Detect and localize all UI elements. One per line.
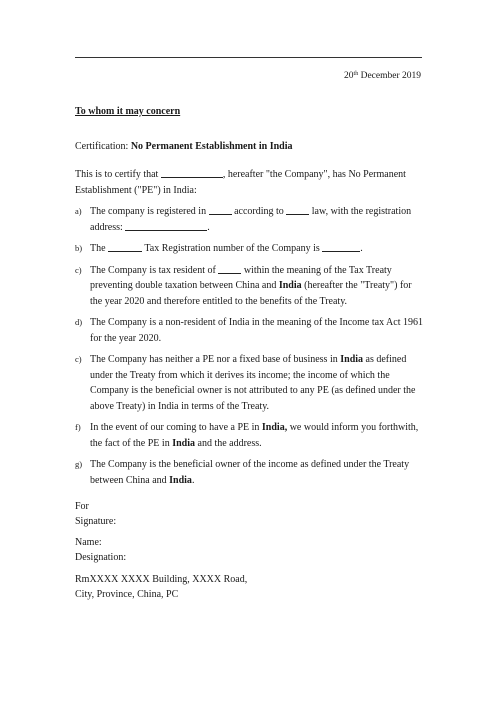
signature-block xyxy=(75,500,116,529)
header-rule xyxy=(75,57,422,58)
list-item-a: a) The company is registered in according to law, with the registration address: . xyxy=(75,206,412,233)
salutation: To whom it may concern xyxy=(75,106,181,117)
country-blank xyxy=(108,242,142,252)
list-item-b: b) The Tax Registration number of the Company is . xyxy=(75,243,363,254)
list-item-e: c) The Company has neither a PE nor a fixed base of business in India as defined under the Treaty from which it derives its income; the income of which the Company is the beneficial owner is not attributed to any PE (as defined under the above Treaty) in India in terms of the Treaty. xyxy=(75,354,416,412)
country-blank xyxy=(209,205,232,215)
list-item-g: g) The Company is the beneficial owner of the income as defined under the Treaty between China and India. xyxy=(75,459,410,486)
address-blank xyxy=(125,221,207,231)
intro-paragraph: This is to certify that , hereafter "the Company", has No Permanent Establishment ("PE") in India: xyxy=(75,169,406,196)
name-block xyxy=(75,536,126,565)
list-item-c: c) The Company is tax resident of within the meaning of the Tax Treaty preventing double taxation between China and India (hereafter the "Treaty") for the year 2020 and therefore entitled to the benefits of the Treaty. xyxy=(75,264,412,307)
address-line-1: RmXXXX XXXX Building, XXXX Road, xyxy=(75,574,248,585)
certification-list xyxy=(75,204,423,494)
address-block xyxy=(75,573,247,602)
list-item-d: d) The Company is a non-resident of India in the meaning of the Income tax Act 1961 for the year 2020. xyxy=(75,317,423,344)
letter-date: 20th December 2019 xyxy=(344,71,421,81)
signature-label: Signature: xyxy=(75,515,117,527)
law-blank xyxy=(286,205,309,215)
certification-heading: Certification: No Permanent Establishment in India xyxy=(75,141,293,152)
tax-number-blank xyxy=(322,242,360,252)
designation-label: Designation: xyxy=(75,551,127,563)
for-label: For xyxy=(75,501,89,512)
list-item-f: f) In the event of our coming to have a PE in India, we would inform you forthwith, the fact of the PE in India and the address. xyxy=(75,422,419,449)
name-label: Name: xyxy=(75,537,102,548)
company-name-blank xyxy=(161,168,223,178)
address-line-2: City, Province, China, PC xyxy=(75,588,179,600)
residence-blank xyxy=(218,264,241,274)
